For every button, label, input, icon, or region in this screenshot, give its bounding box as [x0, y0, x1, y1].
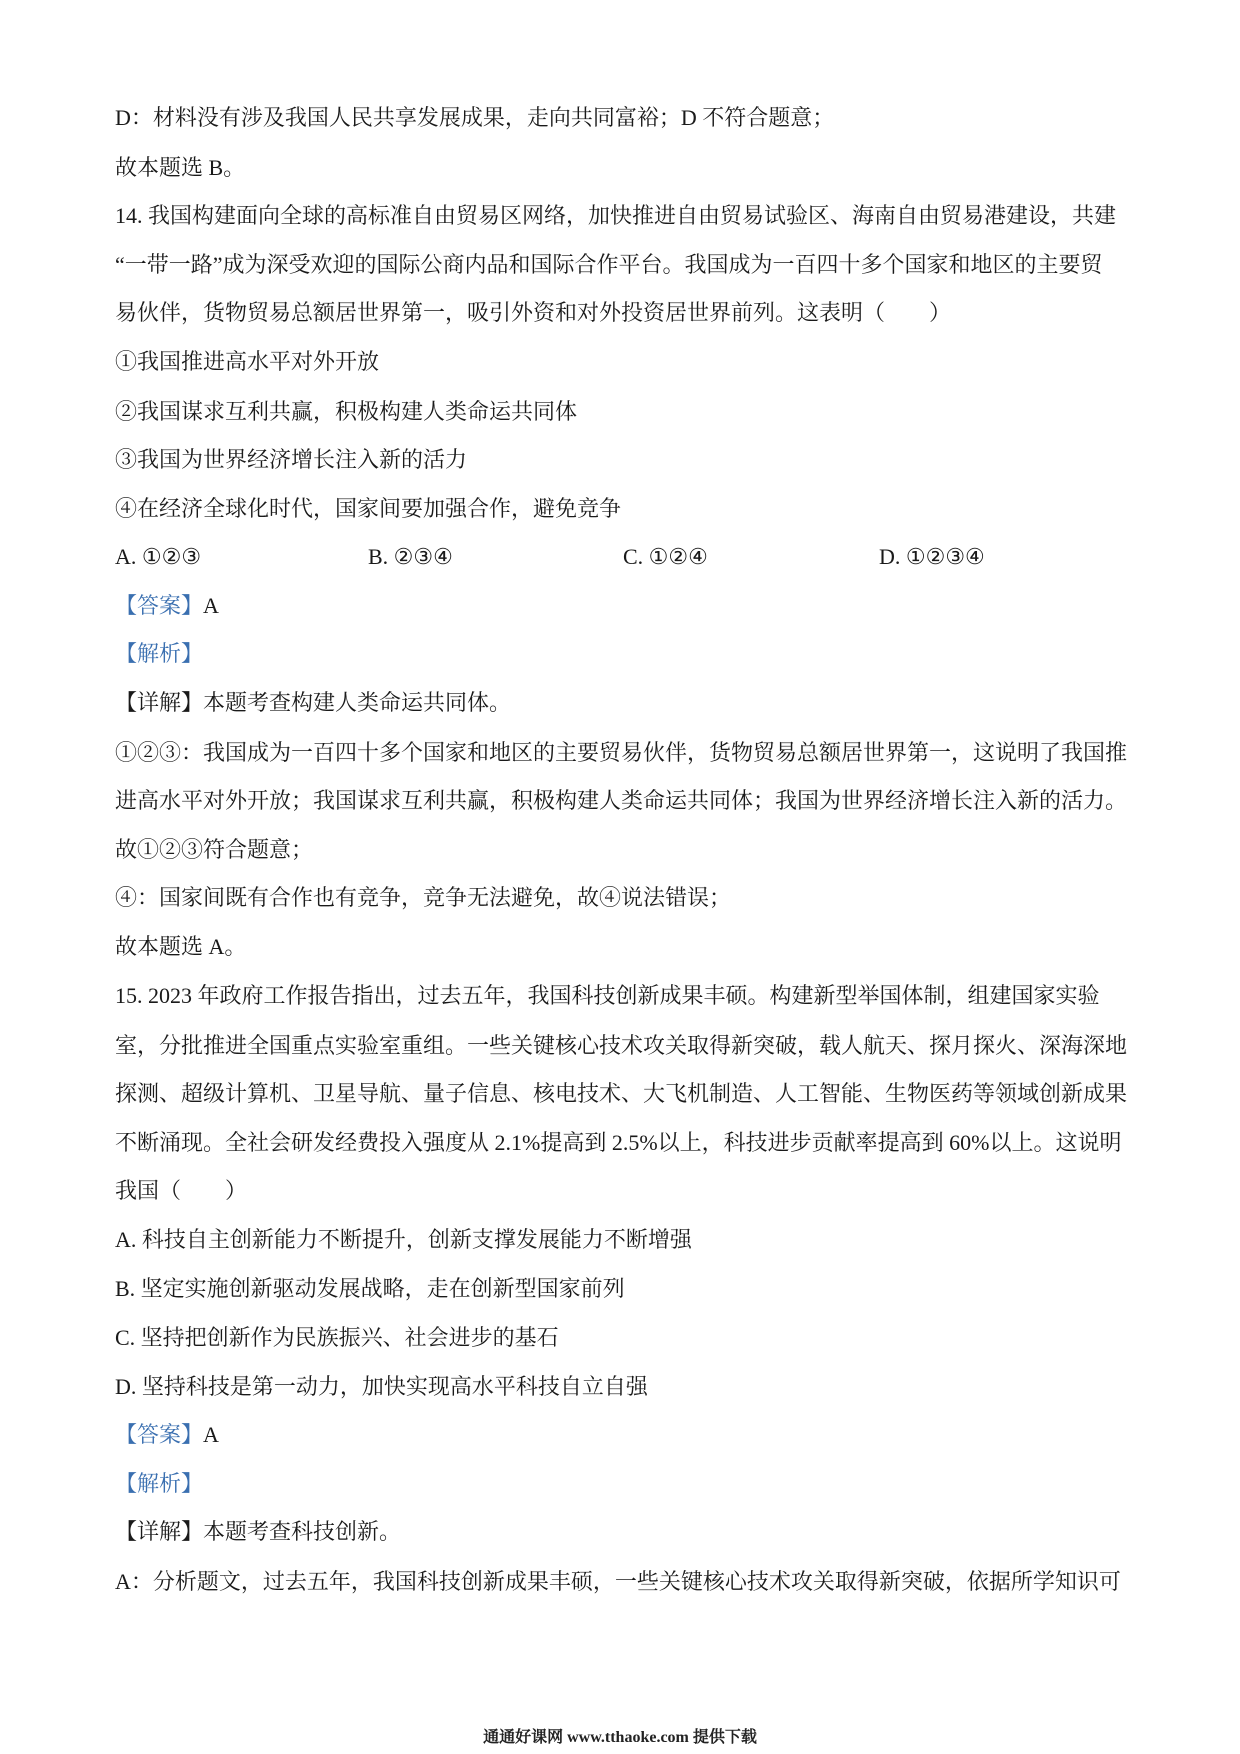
q14-detail-line: 进高水平对外开放；我国谋求互利共赢，积极构建人类命运共同体；我国为世界经济增长注入新的活力。 [115, 788, 1128, 813]
q14-option-c: C. ①②④ [623, 544, 708, 569]
q14-analysis-label: 【解析】 [115, 641, 204, 666]
q15-stem-line: 探测、超级计算机、卫星导航、量子信息、核电技术、大飞机制造、人工智能、生物医药等领域创新成果 [115, 1081, 1128, 1106]
q15-stem-line: 15. 2023 年政府工作报告指出，过去五年，我国科技创新成果丰硕。构建新型举国体制，组建国家实验 [115, 983, 1100, 1008]
q15-stem-line: 室，分批推进全国重点实验室重组。一些关键核心技术攻关取得新突破，载人航天、探月探火、深海深地 [115, 1033, 1128, 1058]
answer-value: A [203, 593, 219, 618]
q14-detail-line: 故本题选 A。 [115, 934, 247, 959]
q14-answer [115, 593, 219, 619]
q15-stem-line: 不断涌现。全社会研发经费投入强度从 2.1%提高到 2.5%以上，科技进步贡献率提高到 60%以上。这说明 [115, 1130, 1122, 1155]
prev-option-d-analysis: D：材料没有涉及我国人民共享发展成果，走向共同富裕；D 不符合题意； [115, 105, 835, 130]
q15-option-d: D. 坚持科技是第一动力，加快实现高水平科技自立自强 [115, 1374, 648, 1399]
q14-detail-line: ①②③：我国成为一百四十多个国家和地区的主要贸易伙伴，货物贸易总额居世界第一，这说明了我国推 [115, 740, 1128, 765]
q14-detail-line: ④：国家间既有合作也有竞争，竞争无法避免，故④说法错误； [115, 885, 732, 910]
q14-statement-3: ③我国为世界经济增长注入新的活力 [115, 447, 468, 472]
q14-detail-line: 故①②③符合题意； [115, 837, 314, 862]
q14-stem-line: 易伙伴，货物贸易总额居世界第一，吸引外资和对外投资居世界前列。这表明（ ） [115, 300, 952, 325]
q15-detail-line: A：分析题文，过去五年，我国科技创新成果丰硕，一些关键核心技术攻关取得新突破，依据所学知识可 [115, 1569, 1121, 1594]
q15-answer [115, 1422, 219, 1448]
q15-detail-line: 【详解】本题考查科技创新。 [115, 1519, 402, 1544]
q14-statement-1: ①我国推进高水平对外开放 [115, 349, 380, 374]
q14-detail-line: 【详解】本题考查构建人类命运共同体。 [115, 690, 512, 715]
q15-option-c: C. 坚持把创新作为民族振兴、社会进步的基石 [115, 1325, 559, 1350]
q14-statement-4: ④在经济全球化时代，国家间要加强合作，避免竞争 [115, 496, 622, 521]
answer-label: 【答案】 [115, 593, 204, 618]
q15-option-a: A. 科技自主创新能力不断提升，创新支撑发展能力不断增强 [115, 1227, 692, 1252]
q14-option-a: A. ①②③ [115, 544, 202, 569]
q15-stem-line: 我国（ ） [115, 1178, 248, 1203]
q14-stem-line: 14. 我国构建面向全球的高标准自由贸易区网络，加快推进自由贸易试验区、海南自由贸易港建设，共建 [115, 203, 1117, 228]
answer-value: A [203, 1422, 219, 1447]
q15-option-b: B. 坚定实施创新驱动发展战略，走在创新型国家前列 [115, 1276, 625, 1301]
answer-label: 【答案】 [115, 1422, 204, 1447]
q14-statement-2: ②我国谋求互利共赢，积极构建人类命运共同体 [115, 399, 578, 424]
q14-option-d: D. ①②③④ [879, 544, 985, 569]
q14-option-b: B. ②③④ [368, 544, 453, 569]
page-footer: 通通好课网 www.tthaoke.com 提供下载 [483, 1729, 757, 1746]
q14-stem-line: “一带一路”成为深受欢迎的国际公商内品和国际合作平台。我国成为一百四十多个国家和地区的主要贸 [115, 252, 1103, 277]
prev-conclusion: 故本题选 B。 [115, 155, 246, 180]
q15-analysis-label: 【解析】 [115, 1471, 204, 1496]
